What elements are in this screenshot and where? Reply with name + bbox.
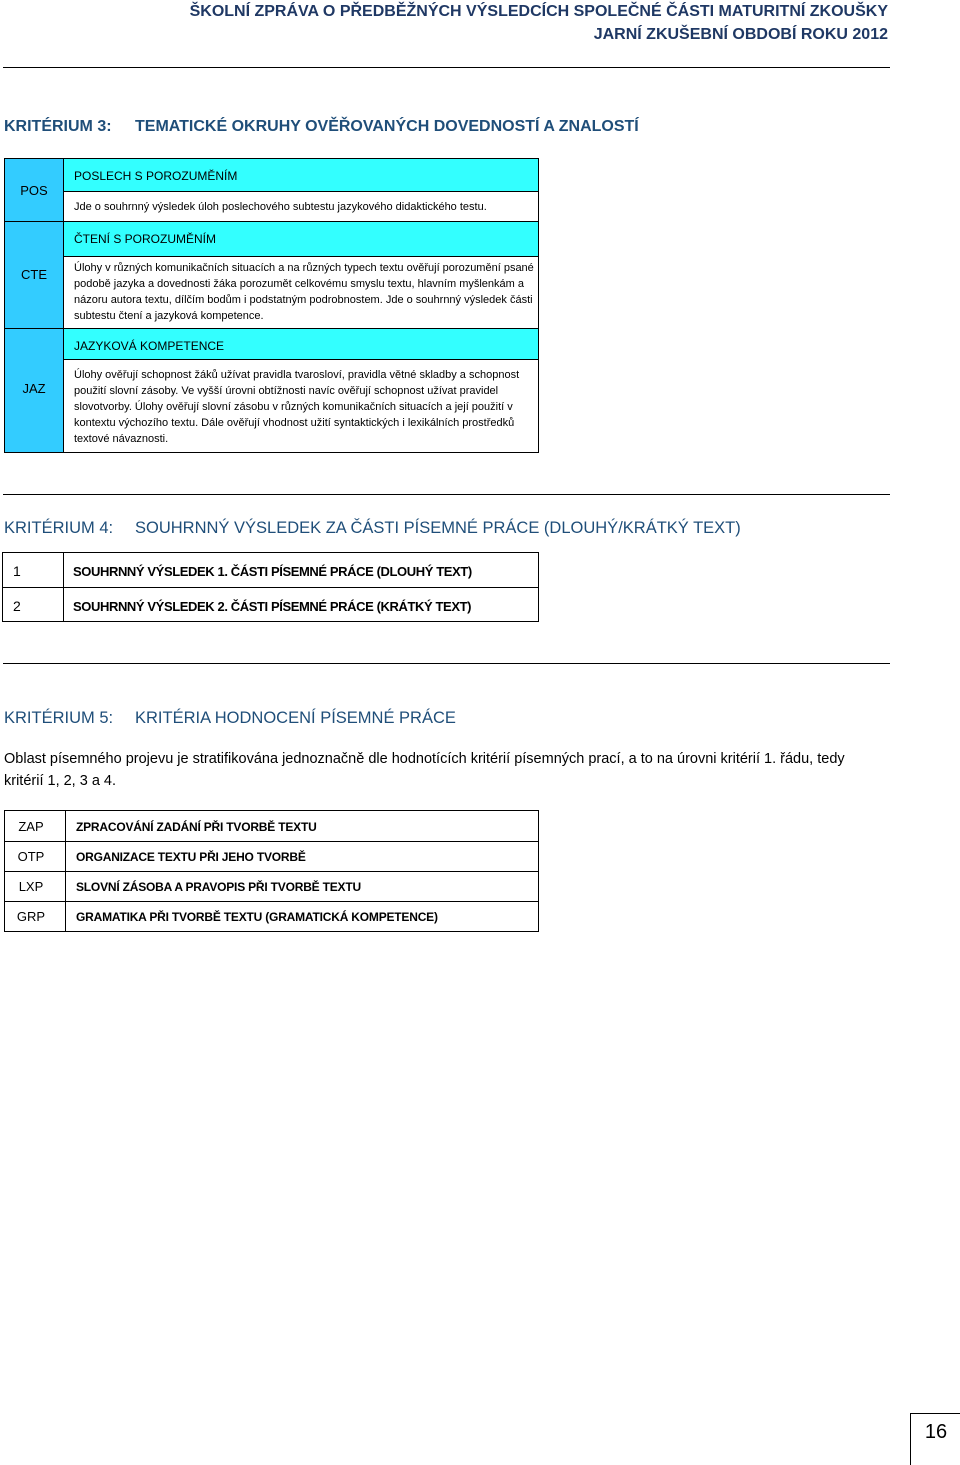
table-row — [3, 553, 538, 586]
criterion-5-label: KRITÉRIUM 5: — [4, 709, 114, 727]
page-header — [190, 0, 888, 46]
criterion-5-title: KRITÉRIA HODNOCENÍ PÍSEMNÉ PRÁCE — [135, 709, 456, 727]
code-jaz: JAZ — [22, 381, 46, 396]
page-number-box — [910, 1413, 960, 1465]
row-text: SLOVNÍ ZÁSOBA A PRAVOPIS PŘI TVORBĚ TEXTU — [76, 880, 361, 894]
criterion-3-label: KRITÉRIUM 3: — [4, 118, 112, 135]
row-number: 2 — [13, 598, 21, 614]
criterion-4-table — [2, 552, 539, 622]
criterion-5-table — [4, 810, 539, 932]
section-heading-pos-text: POSLECH S POROZUMĚNÍM — [74, 169, 238, 183]
code-pos: POS — [20, 183, 48, 198]
row-number: 1 — [13, 563, 21, 579]
header-rule — [3, 67, 890, 68]
row-code: ZAP — [18, 819, 44, 834]
code-column — [5, 159, 64, 452]
table-row — [5, 811, 538, 841]
criterion-4-label: KRITÉRIUM 4: — [4, 519, 114, 537]
divider — [64, 256, 538, 257]
row-text: GRAMATIKA PŘI TVORBĚ TEXTU (GRAMATICKÁ KOMPETENCE) — [76, 910, 438, 924]
header-line-1: ŠKOLNÍ ZPRÁVA O PŘEDBĚŽNÝCH VÝSLEDCÍCH SPOLEČNÉ ČÁSTI MATURITNÍ ZKOUŠKY — [189, 3, 888, 20]
table-row — [5, 901, 538, 931]
section-heading-cte — [64, 222, 538, 256]
section-heading-jaz — [64, 329, 538, 359]
section-rule — [3, 494, 890, 495]
page-number: 16 — [924, 1421, 948, 1443]
divider — [64, 191, 538, 192]
criterion-3-table — [4, 158, 539, 453]
section-heading-pos — [64, 159, 538, 191]
criterion-3-title: TEMATICKÉ OKRUHY OVĚŘOVANÝCH DOVEDNOSTÍ A ZNALOSTÍ — [135, 118, 639, 135]
table-row — [3, 588, 538, 621]
table-row — [5, 871, 538, 901]
section-heading-jaz-text: JAZYKOVÁ KOMPETENCE — [74, 339, 225, 353]
row-text: ORGANIZACE TEXTU PŘI JEHO TVORBĚ — [76, 850, 306, 864]
row-text: ZPRACOVÁNÍ ZADÁNÍ PŘI TVORBĚ TEXTU — [76, 820, 317, 834]
row-text: SOUHRNNÝ VÝSLEDEK 2. ČÁSTI PÍSEMNÉ PRÁCE (KRÁTKÝ TEXT) — [73, 599, 472, 614]
row-text: SOUHRNNÝ VÝSLEDEK 1. ČÁSTI PÍSEMNÉ PRÁCE (DLOUHÝ TEXT) — [73, 564, 472, 579]
divider — [64, 359, 538, 360]
section-heading-cte-text: ČTENÍ S POROZUMĚNÍM — [74, 232, 217, 246]
section-body-jaz: Úlohy ověřují schopnost žáků užívat pravidla tvarosloví, pravidla větné skladby a schopnost použití slovní zásoby. Ve vyšší úrovni obtížnosti navíc ověřují schopnost užívat pravidel slovotvorby. Úlohy ověřují slovní zásobu v různých komunikačních situacích a její použití v kontextu výchozího textu. Dále ověřují vhodnost užití syntaktických i lexikálních prostředků textové návaznosti. — [74, 369, 520, 445]
criterion-4-title: SOUHRNNÝ VÝSLEDEK ZA ČÁSTI PÍSEMNÉ PRÁCE (DLOUHÝ/KRÁTKÝ TEXT) — [135, 519, 741, 537]
section-rule — [3, 663, 890, 664]
row-code: LXP — [18, 879, 44, 894]
code-cte: CTE — [21, 267, 47, 282]
section-body-cte: Úlohy v různých komunikačních situacích a na různých typech textu ověřují porozumění psané podobě jazyka a dovednosti žáka porozumět celkovému smyslu textu, hlavním myšlenkám a názoru autora textu, dílčím bodům i podstatným podrobnostem. Jde o souhrnný výsledek části subtestu čtení a jazyková kompetence. — [74, 262, 534, 322]
row-code: OTP — [17, 849, 45, 864]
header-line-2: JARNÍ ZKUŠEBNÍ OBDOBÍ ROKU 2012 — [593, 26, 888, 43]
table-row — [5, 841, 538, 871]
section-body-pos: Jde o souhrnný výsledek úloh poslechového subtestu jazykového didaktického testu. — [74, 201, 487, 213]
criterion-5-paragraph: Oblast písemného projevu je stratifikována jednoznačně dle hodnotících kritérií písemných prací, a to na úrovni kritérií 1. řádu, tedy kritérií 1, 2, 3 a 4. — [4, 751, 845, 789]
row-code: GRP — [16, 909, 46, 924]
